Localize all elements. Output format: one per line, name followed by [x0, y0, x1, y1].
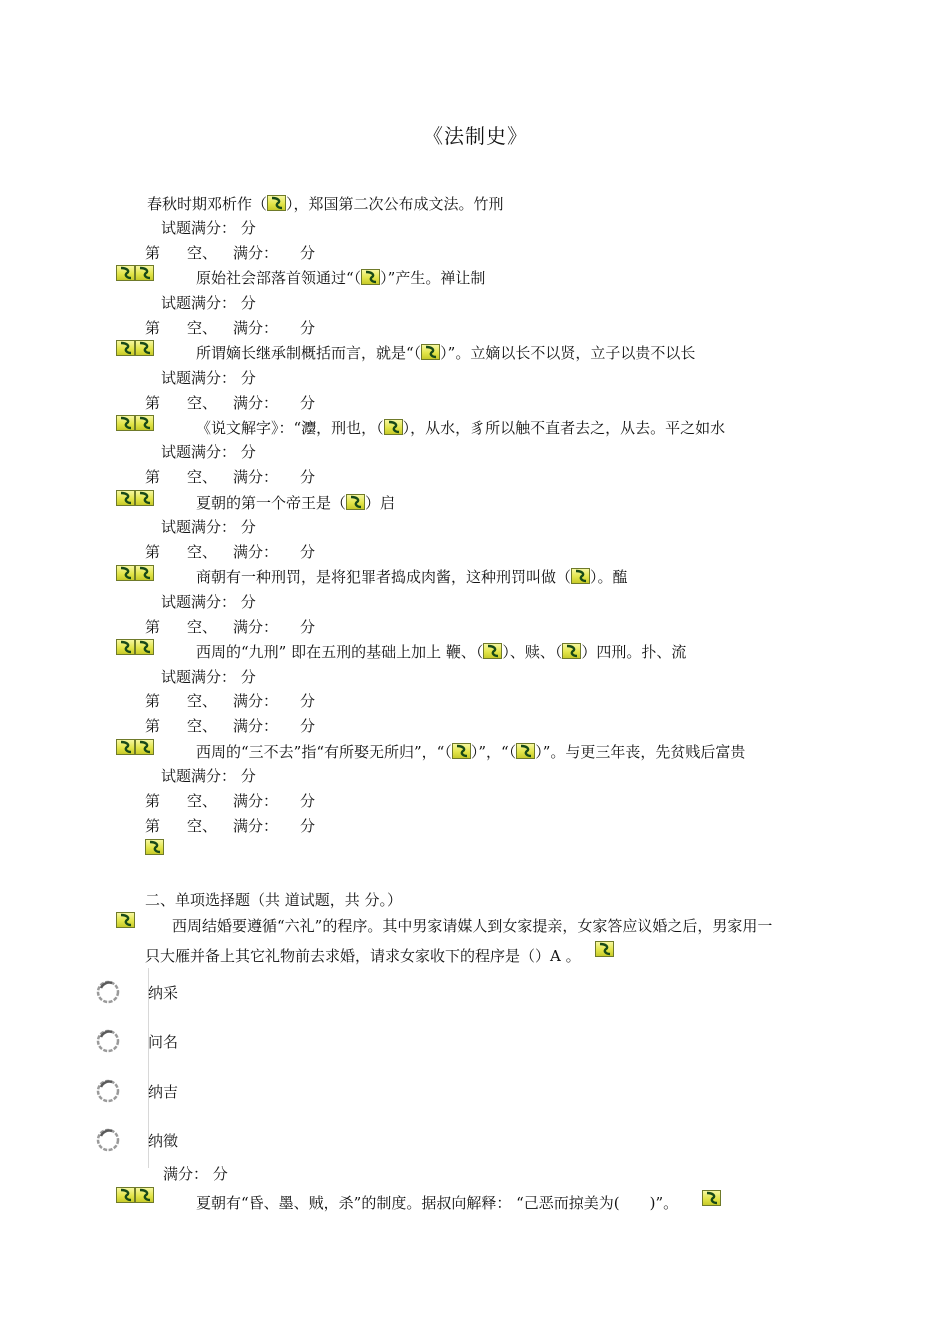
score-label: 试题满分： 分	[161, 767, 256, 785]
question-7: 西周的“九刑” 即在五刑的基础上加上 鞭、（ ）、赎、（ ）四刑。扑、流	[196, 643, 687, 661]
check-icon	[116, 1187, 135, 1203]
section-heading: 二、单项选择题（共 道试题，共 分。）	[145, 891, 403, 909]
answer-icon[interactable]	[346, 494, 365, 510]
status-icons	[116, 738, 154, 758]
answer-icon[interactable]	[361, 269, 380, 285]
check-icon	[135, 565, 154, 581]
answer-icon[interactable]	[571, 568, 590, 584]
check-icon	[116, 912, 135, 928]
score-label: 试题满分： 分	[161, 219, 256, 237]
answer-icon[interactable]	[562, 643, 581, 659]
score-label: 试题满分： 分	[161, 668, 256, 686]
score-label: 试题满分： 分	[161, 369, 256, 387]
check-icon	[116, 265, 135, 281]
score-label: 试题满分： 分	[161, 518, 256, 536]
answer-icon[interactable]	[384, 419, 403, 435]
score-label: 试题满分： 分	[161, 443, 256, 461]
question-5: 夏朝的第一个帝王是（ ）启	[196, 494, 396, 512]
radio-option-3[interactable]	[95, 1078, 121, 1104]
score-label: 试题满分： 分	[161, 593, 256, 611]
blank-score-row: 第 空、 满分： 分	[145, 792, 316, 810]
status-icons	[116, 564, 154, 584]
status-icons	[116, 339, 154, 359]
check-icon	[116, 415, 135, 431]
blank-score-row: 第 空、 满分： 分	[145, 468, 316, 486]
status-icons	[145, 838, 164, 858]
check-icon	[135, 490, 154, 506]
answer-icon[interactable]	[595, 941, 614, 957]
blank-score-row: 第 空、 满分： 分	[145, 244, 316, 262]
status-icons	[116, 264, 154, 284]
status-icons	[116, 911, 135, 931]
check-icon	[145, 839, 164, 855]
answer-icon[interactable]	[702, 1190, 721, 1206]
answer-icon[interactable]	[516, 743, 535, 759]
question-3: 所谓嫡长继承制概括而言，就是“（ ）”。立嫡以长不以贤，立子以贵不以长	[196, 344, 696, 362]
radio-option-4[interactable]	[95, 1127, 121, 1153]
answer-icon[interactable]	[452, 743, 471, 759]
option-label: 纳采	[148, 984, 179, 1002]
question-4: 《说文解字》：“灋，刑也，（ ），从水，豸所以触不直者去之，从去。平之如水	[196, 419, 726, 437]
question-9: 夏朝有“昏、墨、贼，杀”的制度。据叔向解释： “己恶而掠美为( )”。	[196, 1190, 721, 1213]
check-icon	[116, 340, 135, 356]
question-text: 西周结婚要遵循“六礼”的程序。其中男家请媒人到女家提亲，女家答应议婚之后，男家用一	[172, 917, 773, 935]
answer-icon[interactable]	[421, 344, 440, 360]
blank-score-row: 第 空、 满分： 分	[145, 692, 316, 710]
status-icons	[116, 1186, 154, 1206]
check-icon	[135, 340, 154, 356]
check-icon	[116, 490, 135, 506]
blank-score-row: 第 空、 满分： 分	[145, 618, 316, 636]
option-label: 纳徵	[148, 1132, 179, 1150]
check-icon	[135, 639, 154, 655]
question-text: 只大雁并备上其它礼物前去求婚，请求女家收下的程序是（）A 。	[145, 941, 614, 966]
option-label: 问名	[148, 1033, 179, 1051]
score-label: 试题满分： 分	[161, 294, 256, 312]
blank-score-row: 第 空、 满分： 分	[145, 394, 316, 412]
status-icons	[116, 638, 154, 658]
status-icons	[116, 414, 154, 434]
blank-score-row: 第 空、 满分： 分	[145, 817, 316, 835]
question-8: 西周的“三不去”指“有所娶无所归”，“（ ）”，“（ ）”。与更三年丧，先贫贱后富贵	[196, 743, 746, 761]
blank-score-row: 第 空、 满分： 分	[145, 543, 316, 561]
check-icon	[116, 565, 135, 581]
radio-option-2[interactable]	[95, 1028, 121, 1054]
check-icon	[135, 1187, 154, 1203]
check-icon	[116, 739, 135, 755]
question-2: 原始社会部落首领通过“（ ）”产生。禅让制	[196, 269, 486, 287]
option-label: 纳吉	[148, 1083, 179, 1101]
check-icon	[135, 265, 154, 281]
question-1: 春秋时期邓析作（ ），郑国第二次公布成文法。竹刑	[147, 195, 504, 213]
check-icon	[135, 739, 154, 755]
page-title: 《法制史》	[423, 124, 528, 148]
radio-option-1[interactable]	[95, 979, 121, 1005]
blank-score-row: 第 空、 满分： 分	[145, 717, 316, 735]
answer-icon[interactable]	[483, 643, 502, 659]
answer-icon[interactable]	[267, 195, 286, 211]
blank-score-row: 第 空、 满分： 分	[145, 319, 316, 337]
question-6: 商朝有一种刑罚，是将犯罪者捣成肉酱，这种刑罚叫做（ ）。醢	[196, 568, 628, 586]
check-icon	[135, 415, 154, 431]
status-icons	[116, 489, 154, 509]
check-icon	[116, 639, 135, 655]
score-label: 满分： 分	[163, 1165, 228, 1183]
